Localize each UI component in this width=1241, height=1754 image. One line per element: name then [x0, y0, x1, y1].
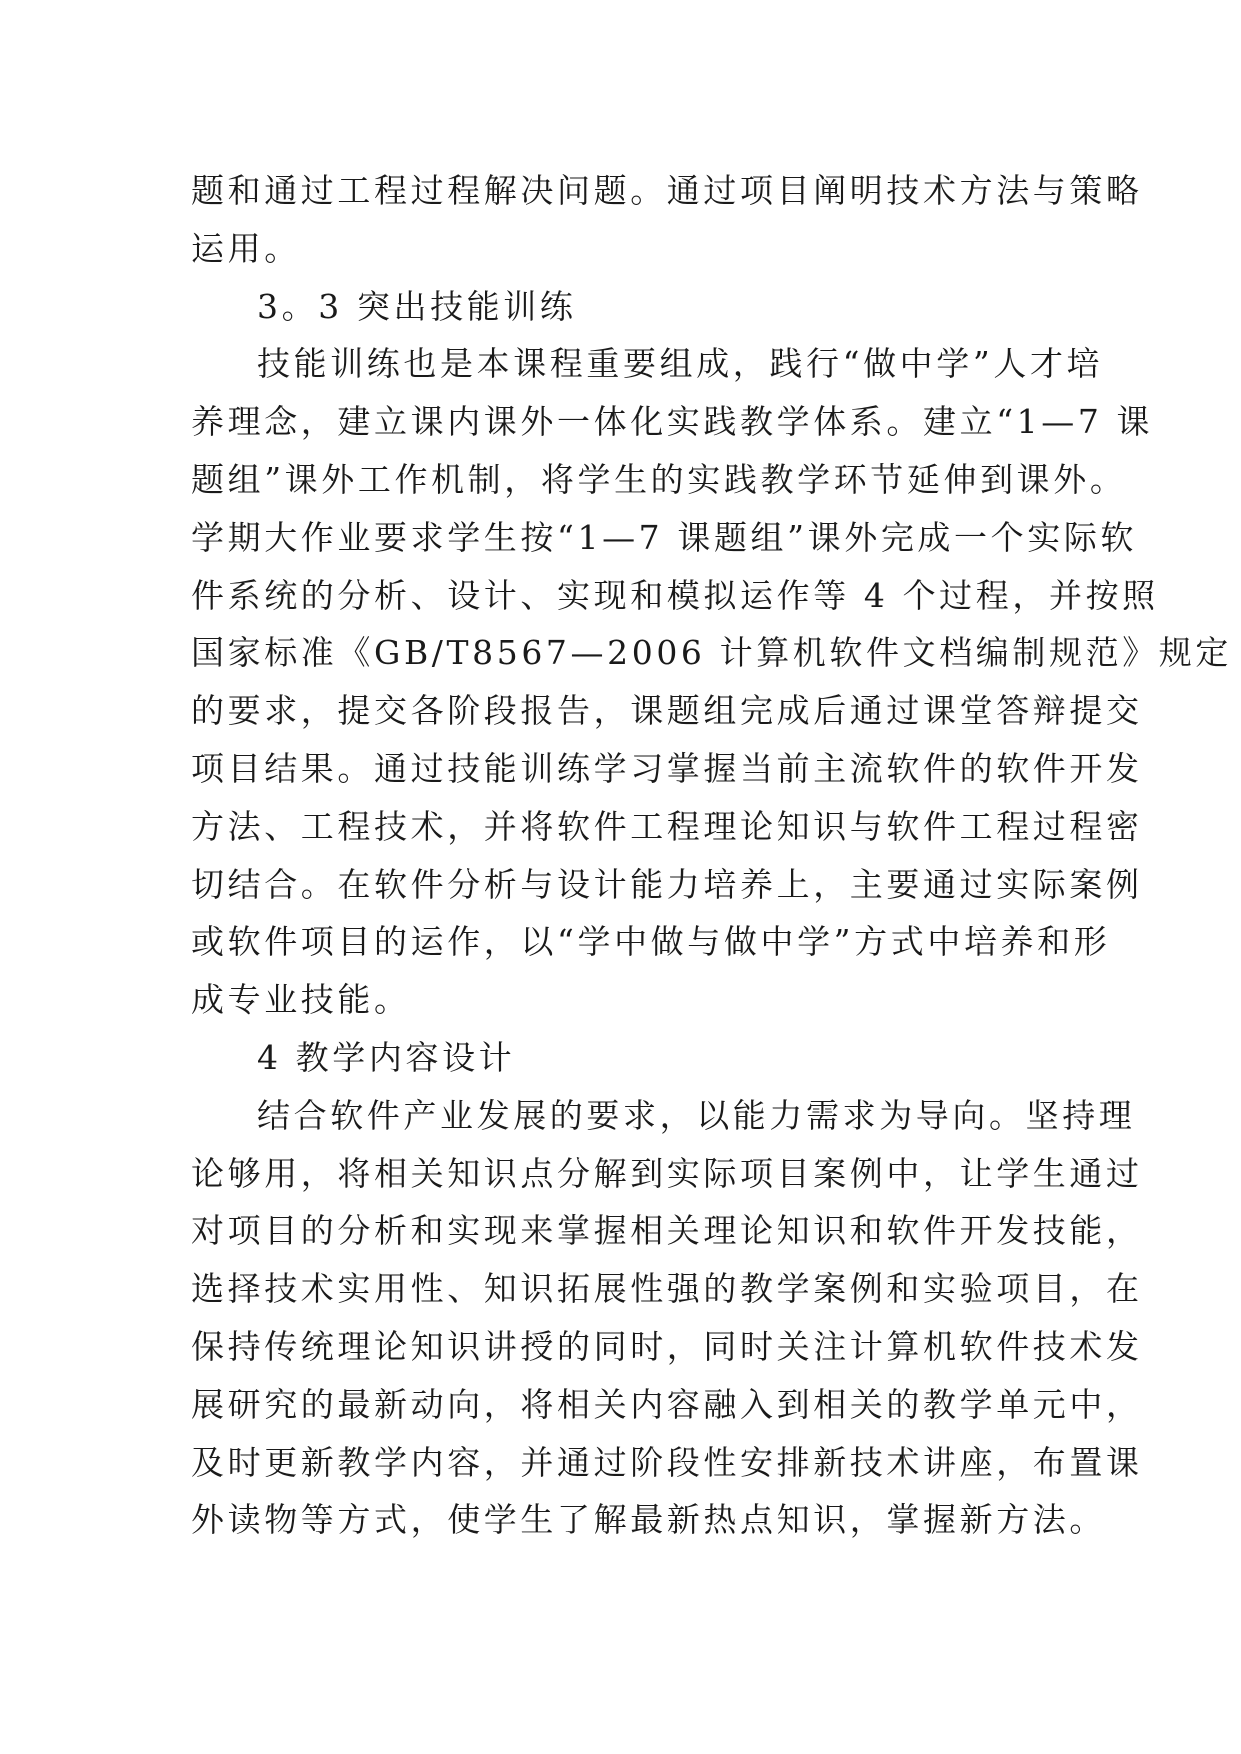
section-heading-4: 4 教学内容设计	[257, 1037, 516, 1077]
text-line: 学期大作业要求学生按“1—7 课题组”课外完成一个实际软	[191, 517, 1138, 557]
text-line: 项目结果。通过技能训练学习掌握当前主流软件的软件开发	[191, 748, 1143, 788]
text-line: 养理念，建立课内课外一体化实践教学体系。建立“1—7 课	[191, 402, 1154, 442]
text-line: 技能训练也是本课程重要组成，践行“做中学”人才培	[257, 344, 1104, 384]
text-line: 结合软件产业发展的要求，以能力需求为导向。坚持理	[257, 1095, 1136, 1135]
text-line: 运用。	[191, 228, 301, 268]
text-line: 国家标准《GB/T8567—2006 计算机软件文档编制规范》规定	[191, 633, 1232, 673]
text-line: 及时更新教学内容，并通过阶段性安排新技术讲座，布置课	[191, 1442, 1143, 1482]
text-line: 选择技术实用性、知识拓展性强的教学案例和实验项目，在	[191, 1269, 1143, 1309]
text-line: 或软件项目的运作，以“学中做与做中学”方式中培养和形	[191, 922, 1111, 962]
text-line: 对项目的分析和实现来掌握相关理论知识和软件开发技能，	[191, 1211, 1143, 1251]
text-line: 的要求，提交各阶段报告，课题组完成后通过课堂答辩提交	[191, 691, 1143, 731]
text-line: 保持传统理论知识讲授的同时，同时关注计算机软件技术发	[191, 1326, 1143, 1366]
text-line: 展研究的最新动向，将相关内容融入到相关的教学单元中，	[191, 1384, 1143, 1424]
text-line: 外读物等方式，使学生了解最新热点知识，掌握新方法。	[191, 1500, 1106, 1540]
body-text	[191, 162, 1232, 1549]
text-line: 题组”课外工作机制，将学生的实践教学环节延伸到课外。	[191, 459, 1127, 499]
text-line: 方法、工程技术，并将软件工程理论知识与软件工程过程密	[191, 806, 1143, 846]
text-line: 题和通过工程过程解决问题。通过项目阐明技术方法与策略	[191, 171, 1143, 210]
text-line: 切结合。在软件分析与设计能力培养上，主要通过实际案例	[191, 864, 1143, 904]
text-line: 件系统的分析、设计、实现和模拟运作等 4 个过程，并按照	[191, 575, 1159, 615]
text-line: 成专业技能。	[191, 980, 411, 1020]
section-heading-3-3: 3。3 突出技能训练	[257, 286, 577, 326]
text-line: 论够用，将相关知识点分解到实际项目案例中，让学生通过	[191, 1153, 1143, 1193]
